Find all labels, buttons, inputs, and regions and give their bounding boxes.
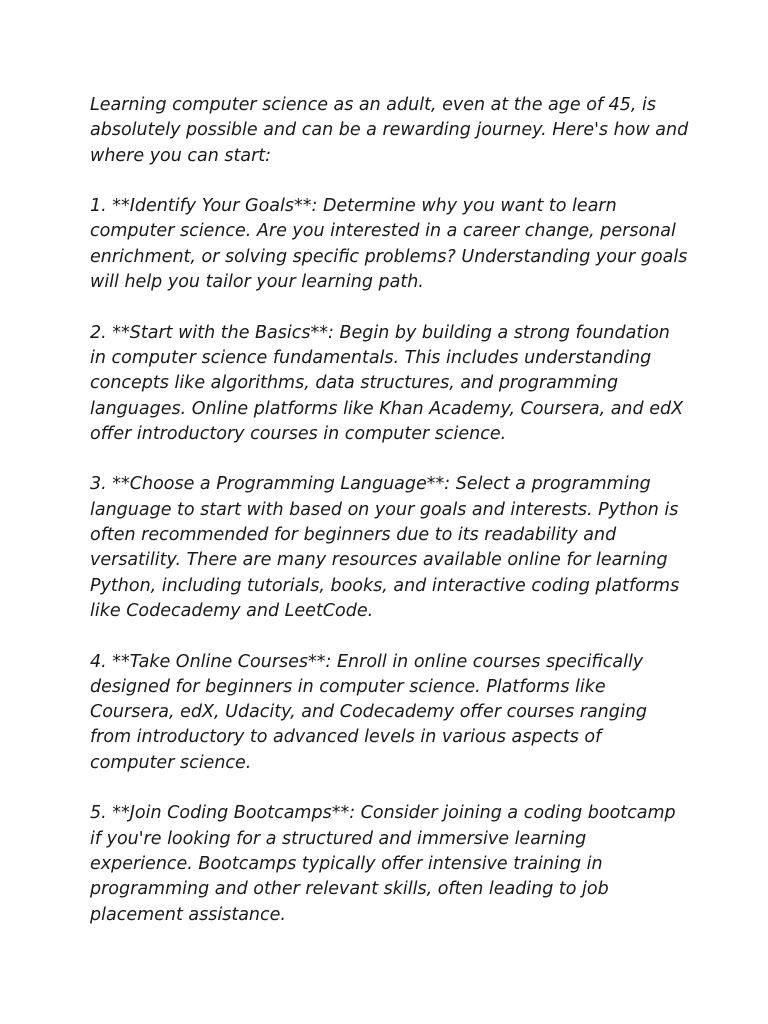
- list-item-coding-bootcamps: 5. **Join Coding Bootcamps**: Consider joining a coding bootcamp if you're looking for a structured and immersive learning experience. Bootcamps typically offer intensive training in programming and other relevant skills, often leading to job placement assistance.: [90, 803, 676, 925]
- list-item-start-basics: 2. **Start with the Basics**: Begin by building a strong foundation in computer science fundamentals. This includes understanding concepts like algorithms, data structures, and programming languages. Online platforms like Khan Academy, Coursera, and edX offer introductory courses in computer science.: [90, 322, 684, 444]
- list-item-identify-goals: 1. **Identify Your Goals**: Determine why you want to learn computer science. Are you interested in a career change, personal enrichment, or solving specific problems? Understanding your goals will help you tailor your learning path.: [90, 196, 688, 293]
- document-body: [90, 93, 690, 953]
- list-item-online-courses: 4. **Take Online Courses**: Enroll in online courses specifically designed for beginners in computer science. Platforms like Coursera, edX, Udacity, and Codecademy offer courses ranging from introductory to advanced levels in various aspects of computer science.: [90, 651, 647, 773]
- list-item-choose-language: 3. **Choose a Programming Language**: Select a programming language to start with based on your goals and interests. Python is often recommended for beginners due to its readability and versatility. There are many resources available online for learning Python, including tutorials, books, and interactive coding platforms like Codecademy and LeetCode.: [90, 474, 680, 621]
- intro-paragraph: Learning computer science as an adult, even at the age of 45, is absolutely possible and can be a rewarding journey. Here's how and where you can start:: [90, 95, 689, 166]
